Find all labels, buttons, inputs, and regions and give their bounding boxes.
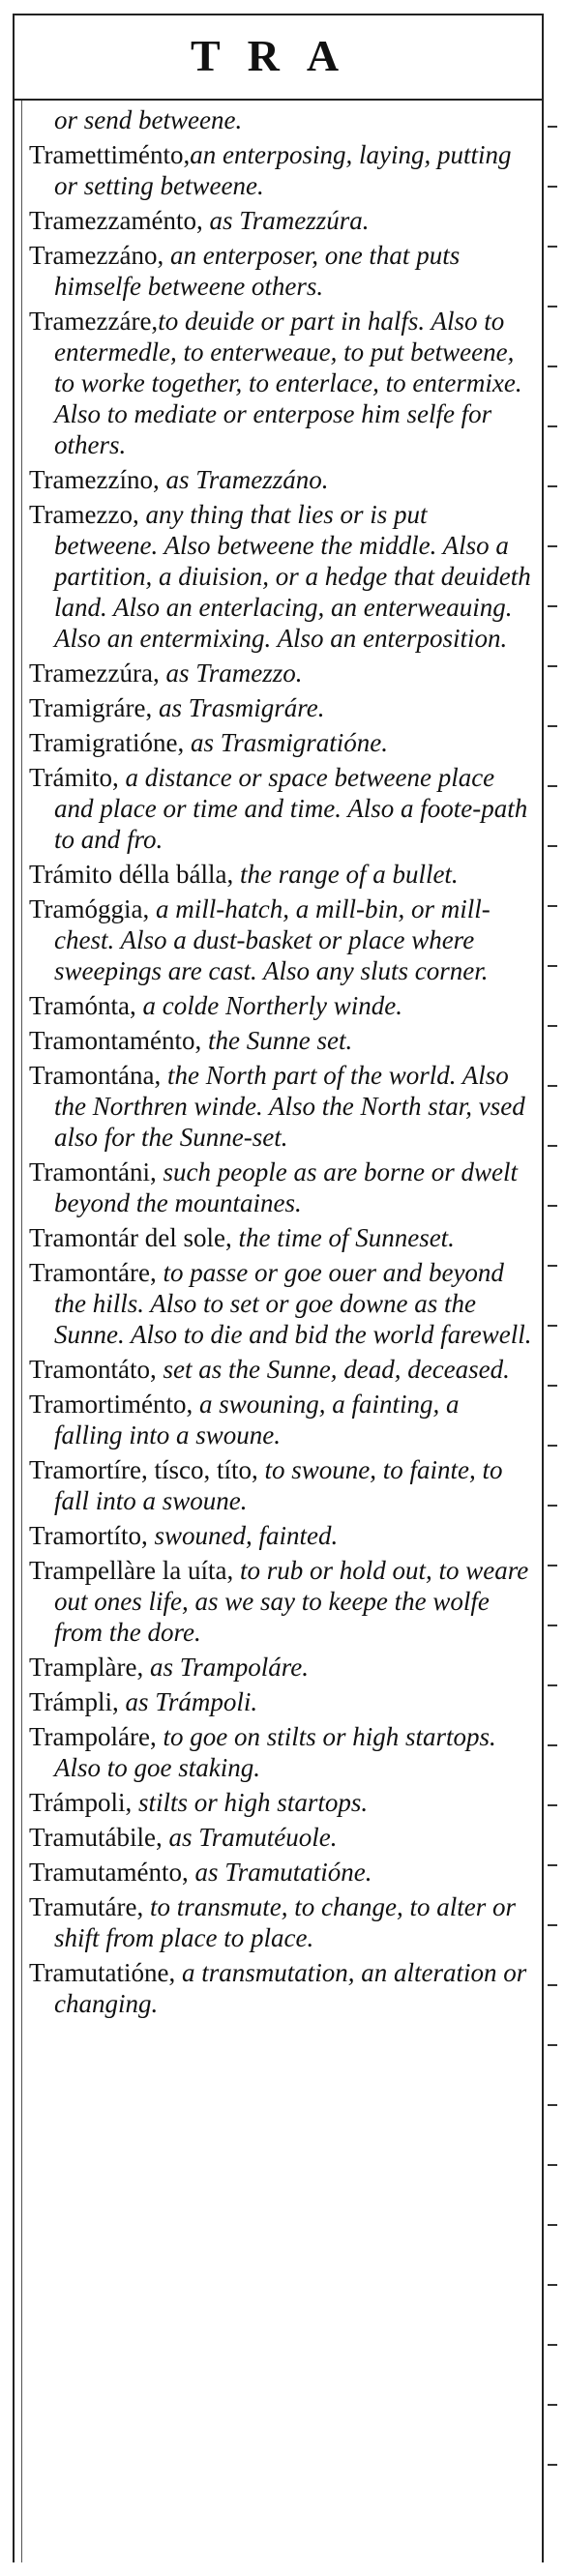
margin-tick: [548, 1385, 557, 1387]
entry-headword: Tramezzáno,: [29, 241, 164, 270]
column-inner-rule: [21, 101, 22, 2562]
entry-headword: Tramutábile,: [29, 1823, 169, 1852]
margin-tick: [548, 2464, 557, 2466]
margin-tick: [548, 2104, 557, 2106]
dictionary-entry: [29, 104, 532, 135]
entry-definition: a transmutation, an alteration or changing.: [54, 1958, 527, 2018]
margin-tick: [548, 2164, 557, 2166]
entry-definition: to rub or hold out, to weare out ones life, as we say to keepe the wolfe from the dore.: [54, 1556, 529, 1647]
dictionary-entry: [29, 1787, 532, 1818]
dictionary-entry: [29, 499, 532, 654]
entry-headword: Tramontáni,: [29, 1157, 157, 1186]
entry-definition: a swouning, a fainting, a falling into a swoune.: [54, 1390, 460, 1449]
margin-tick: [548, 2224, 557, 2226]
entry-headword: Tramettiménto,: [29, 140, 191, 169]
entry-definition: to passe or goe ouer and beyond the hills. Also to set or goe downe as the Sunne. Also to die and bid the world farewell.: [54, 1258, 532, 1349]
margin-tick: [548, 1804, 557, 1806]
frame-top-rule: [13, 14, 544, 15]
entry-headword: Tramplàre,: [29, 1653, 150, 1682]
margin-tick: [548, 665, 557, 667]
entry-headword: Tramutatióne,: [29, 1958, 176, 1987]
entry-definition: as Trasmigratióne.: [190, 728, 389, 757]
dictionary-entry: [29, 1222, 532, 1253]
entry-headword: Tramigráre,: [29, 693, 159, 722]
entry-headword: Tramutaménto,: [29, 1858, 195, 1887]
entry-headword: Tramutáre,: [29, 1892, 144, 1921]
dictionary-entry: [29, 990, 532, 1021]
running-head: TRA: [190, 31, 367, 80]
entry-definition: the Sunne set.: [201, 1026, 353, 1055]
entry-headword: Trampoláre,: [29, 1722, 157, 1751]
margin-tick: [548, 1684, 557, 1686]
margin-tick: [548, 1205, 557, 1207]
margin-tick: [548, 246, 557, 248]
margin-tick: [548, 1445, 557, 1447]
margin-tick: [548, 425, 557, 427]
entry-definition: the time of Sunneset.: [231, 1223, 455, 1252]
dictionary-entry: [29, 1857, 532, 1888]
entry-definition: a mill-hatch, a mill-bin, or mill-chest. Also a dust-basket or place where sweepings are cast. Also any sluts corner.: [54, 894, 491, 985]
dictionary-entry: [29, 1822, 532, 1853]
entry-definition: as Tramezzáno.: [165, 465, 329, 494]
entry-headword: Trámpoli,: [29, 1788, 133, 1817]
margin-tick: [548, 1924, 557, 1926]
entry-headword: Tramontaménto,: [29, 1026, 202, 1055]
entry-definition: any thing that lies or is put betweene. Also betweene the middle. Also a partition, a diuision, or a hedge that deuideth land. Also an enterlacing, an enterweauing. Also an entermixing. Also an enterposition.: [54, 500, 531, 653]
entry-headword: Tramortíre, tísco, títo,: [29, 1455, 258, 1484]
dictionary-entry: [29, 893, 532, 986]
entry-headword: Trámito,: [29, 763, 119, 792]
dictionary-entry: [29, 1555, 532, 1648]
entry-headword: Tramóggia,: [29, 894, 150, 923]
dictionary-entry: [29, 1156, 532, 1218]
entry-definition: the range of a bullet.: [233, 860, 459, 889]
entry-definition: a colde Northerly winde.: [135, 991, 402, 1020]
dictionary-entry: [29, 306, 532, 460]
margin-tick: [548, 1265, 557, 1267]
dictionary-entry: [29, 1025, 532, 1056]
entry-headword: Tramezzúra,: [29, 659, 166, 688]
entry-definition: stilts or high startops.: [132, 1788, 369, 1817]
margin-tick: [548, 1565, 557, 1566]
dictionary-entry: [29, 727, 532, 758]
margin-tick: [548, 965, 557, 967]
entry-headword: Tramigratióne,: [29, 728, 191, 757]
entry-definition: as Tramezzo.: [165, 659, 303, 688]
dictionary-entry: [29, 139, 532, 201]
entry-headword: Tramontáto,: [29, 1355, 157, 1384]
entry-headword: Tramortíto,: [29, 1521, 148, 1550]
entry-headword: Trámito délla bálla,: [29, 860, 234, 889]
dictionary-entry: [29, 692, 532, 723]
entry-definition: set as the Sunne, dead, deceased.: [156, 1355, 510, 1384]
entry-headword: Tramezzaménto,: [29, 206, 210, 235]
entry-definition: an enterposing, laying, putting or setting betweene.: [54, 140, 512, 200]
margin-tick: [548, 545, 557, 547]
margin-tick: [548, 1145, 557, 1147]
entry-definition: as Trámpoli.: [125, 1687, 258, 1716]
margin-tick: [548, 845, 557, 847]
margin-tick: [548, 485, 557, 487]
margin-tick-marks: [548, 126, 559, 2543]
dictionary-entry: [29, 762, 532, 855]
entry-headword: Tramortiménto,: [29, 1390, 193, 1419]
dictionary-entry: [29, 1454, 532, 1516]
margin-tick: [548, 905, 557, 907]
entry-headword: Tramónta,: [29, 991, 136, 1020]
dictionary-entry: [29, 1686, 532, 1717]
frame-left-rule: [13, 14, 15, 2562]
entry-definition: the North part of the world. Also the Northren winde. Also the North star, vsed also for the Sunne-set.: [54, 1061, 525, 1152]
margin-tick: [548, 2284, 557, 2286]
entry-headword: Tramezzíno,: [29, 465, 166, 494]
entry-headword: Tramezzo,: [29, 500, 139, 529]
entry-definition: to goe on stilts or high startops. Also to goe staking.: [54, 1722, 496, 1782]
dictionary-entry: [29, 1957, 532, 2019]
margin-tick: [548, 785, 557, 787]
dictionary-entry: [29, 1060, 532, 1153]
entry-definition: as Trasmigráre.: [158, 693, 325, 722]
dictionary-entry: [29, 1389, 532, 1450]
entry-definition: such people as are borne or dwelt beyond the mountaines.: [54, 1157, 518, 1217]
margin-tick: [548, 1325, 557, 1327]
entry-definition: or send betweene.: [54, 105, 243, 134]
entry-definition: to swoune, to fainte, to fall into a swoune.: [54, 1455, 503, 1515]
entry-headword: Tramontáre,: [29, 1258, 157, 1287]
margin-tick: [548, 306, 557, 307]
entry-definition: to transmute, to change, to alter or shift from place to place.: [54, 1892, 516, 1952]
dictionary-entry: [29, 1721, 532, 1783]
entry-headword: Tramontár del sole,: [29, 1223, 232, 1252]
entry-definition: to deuide or part in halfs. Also to entermedle, to enterweaue, to put betweene, to worke together, to enterlace, to entermixe. Also to mediate or enterpose him selfe for others.: [54, 307, 522, 459]
margin-tick: [548, 725, 557, 727]
margin-tick: [548, 1505, 557, 1507]
frame-right-rule: [542, 14, 544, 2562]
dictionary-entry: [29, 1891, 532, 1953]
entry-definition: an enterposer, one that puts himselfe betweene others.: [54, 241, 461, 301]
dictionary-entry: [29, 658, 532, 688]
margin-tick: [548, 1864, 557, 1866]
margin-tick: [548, 126, 557, 128]
margin-tick: [548, 2344, 557, 2346]
entry-headword: Trámpli,: [29, 1687, 126, 1716]
entry-definition: as Tramutéuole.: [168, 1823, 338, 1852]
margin-tick: [548, 1085, 557, 1087]
header-rule: [13, 99, 544, 101]
dictionary-entry: [29, 1257, 532, 1350]
dictionary-entry: [29, 859, 532, 890]
dictionary-entry: [29, 1520, 532, 1551]
dictionary-entry: [29, 1354, 532, 1385]
margin-tick: [548, 1744, 557, 1746]
dictionary-entry: [29, 464, 532, 495]
entry-definition: swouned, fainted.: [147, 1521, 339, 1550]
dictionary-entry: [29, 205, 532, 236]
entry-headword: Tramontána,: [29, 1061, 162, 1090]
margin-tick: [548, 1025, 557, 1027]
margin-tick: [548, 2404, 557, 2406]
entry-definition: as Trampoláre.: [149, 1653, 310, 1682]
entry-definition: as Tramezzúra.: [209, 206, 370, 235]
dictionary-entry: [29, 1652, 532, 1683]
margin-tick: [548, 605, 557, 607]
entry-definition: a distance or space betweene place and place or time and time. Also a foote-path to and fro.: [54, 763, 528, 854]
margin-tick: [548, 1625, 557, 1626]
entry-headword: Tramezzáre,: [29, 307, 159, 336]
margin-tick: [548, 186, 557, 188]
entry-definition: as Tramutatióne.: [194, 1858, 372, 1887]
margin-tick: [548, 366, 557, 367]
dictionary-entry: [29, 240, 532, 302]
margin-tick: [548, 2044, 557, 2046]
entry-headword: Trampellàre la uíta,: [29, 1556, 234, 1585]
entries-column: [29, 104, 532, 2023]
margin-tick: [548, 1984, 557, 1986]
